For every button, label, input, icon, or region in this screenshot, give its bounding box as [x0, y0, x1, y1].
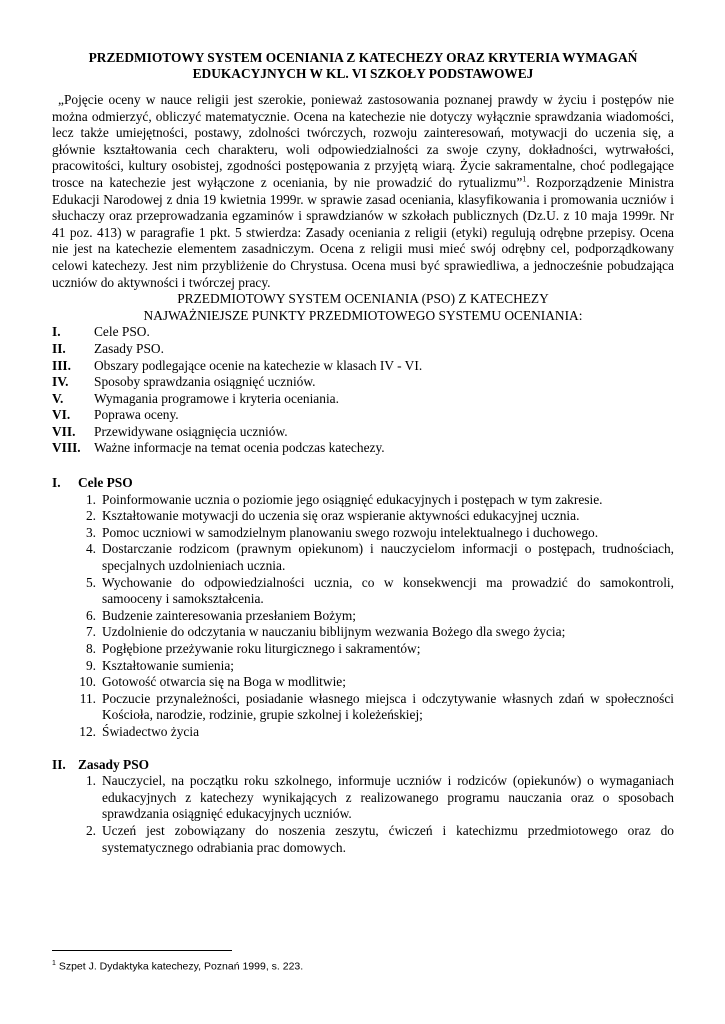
list-item-text: Pomoc uczniowi w samodzielnym planowaniu swego rozwoju intelektualnego i duchowego.: [102, 524, 599, 540]
document-page: [52, 50, 674, 856]
list-item-text: Nauczyciel, na początku roku szkolnego, informuje uczniów i rodziców (opiekunów) o wymaganiach edukacyjnych z katechezy wynikających z realizowanego programu nauczania oraz o sposobach sprawdzania osiągnięć edukacyjnych uczniów.: [102, 773, 674, 822]
list-item-number: 10.: [79, 674, 96, 690]
list-item: [52, 541, 674, 574]
toc-item-number: IV.: [52, 374, 69, 390]
list-item: [52, 691, 674, 724]
list-item: [52, 525, 674, 542]
footnote-divider: [52, 950, 232, 951]
list-item-number: 9.: [85, 657, 96, 673]
pso-subheading: NAJWAŻNIEJSZE PUNKTY PRZEDMIOTOWEGO SYSTEMU OCENIANIA:: [143, 307, 583, 323]
section-2-heading: [52, 757, 674, 774]
list-item-number: 5.: [85, 574, 96, 590]
list-item-text: Kształtowanie sumienia;: [102, 657, 235, 673]
list-item: [52, 608, 674, 625]
document-title: [52, 50, 674, 82]
list-item: [52, 508, 674, 525]
toc-item-text: Poprawa oceny.: [94, 407, 179, 423]
toc-list: [52, 324, 674, 457]
toc-item-text: Przewidywane osiągnięcia uczniów.: [94, 423, 288, 439]
title-line-1: PRZEDMIOTOWY SYSTEM OCENIANIA Z KATECHEZY ORAZ KRYTERIA WYMAGAŃ: [88, 50, 638, 65]
footnote-mark: 1: [52, 960, 56, 967]
list-item: [52, 492, 674, 509]
list-item-text: Uzdolnienie do odczytania w nauczaniu biblijnym wezwania Bożego dla swego życia;: [102, 624, 566, 640]
list-item-text: Poczucie przynależności, posiadanie własnego miejsca i odczytywanie własnych zdań w społeczności Kościoła, narodzie, rodzinie, grupie szkolnej i koleżeńskiej;: [102, 690, 674, 723]
toc-item: [52, 324, 674, 341]
footnote-text: Szpet J. Dydaktyka katechezy, Poznań 1999, s. 223.: [55, 960, 304, 973]
list-item: [52, 624, 674, 641]
toc-item-number: I.: [52, 324, 61, 340]
list-item-number: 1.: [85, 773, 96, 789]
section-1-heading: [52, 475, 674, 492]
list-item-text: Wychowanie do odpowiedzialności ucznia, co w konsekwencji ma prowadzić do samokontroli, samooceny i samokształcenia.: [102, 574, 674, 607]
toc-item-number: II.: [52, 340, 66, 356]
list-item: [52, 658, 674, 675]
section-2-title: Zasady PSO: [78, 756, 150, 772]
list-item: [52, 641, 674, 658]
toc-item-number: V.: [52, 390, 64, 406]
toc-item: [52, 391, 674, 408]
intro-paragraph: [52, 92, 674, 291]
toc-item-number: VIII.: [52, 440, 81, 456]
list-item-number: 12.: [79, 723, 96, 739]
section-2-number: II.: [52, 756, 66, 772]
list-item: [52, 575, 674, 608]
toc-item: [52, 374, 674, 391]
intro-quote: „Pojęcie oceny w nauce religii jest szerokie, ponieważ zastosowania poznanej prawdy w życiu i postępów nie można odmierzyć, obliczyć matematycznie. Ocena na katechezie nie dotyczy wyłącznie sprawdzania wiadomości, lecz także umiejętności, postawy, zdolności twórczych, rozwoju zainteresowań, motywacji do uczenia się, a głównie kształtowania cech charakteru, woli odpowiedzialności za swoje czyny, dokładności, wytrwałości, pracowitości, kultury osobistej, zgodności postępowania z przyjętą wiarą. Życie sakramentalne, choć podlegające trosce na katechezie jest wyłączone z oceniania, by nie prowadzić do rytualizmu”: [52, 92, 674, 190]
toc-item-number: III.: [52, 357, 71, 373]
section-2-list: [52, 773, 674, 856]
list-item: [52, 823, 674, 856]
list-item-text: Budzenie zainteresowania przesłaniem Bożym;: [102, 607, 356, 623]
footnote: [52, 957, 303, 974]
footnote-reference[interactable]: 1: [522, 174, 527, 184]
toc-item: [52, 440, 674, 457]
section-1-title: Cele PSO: [78, 475, 133, 491]
list-item-text: Gotowość otwarcia się na Boga w modlitwie;: [102, 674, 346, 690]
toc-item-text: Cele PSO.: [94, 324, 150, 340]
list-item-number: 11.: [79, 690, 96, 706]
list-item-text: Świadectwo życia: [102, 723, 200, 739]
section-1-number: I.: [52, 475, 61, 491]
toc-item: [52, 358, 674, 375]
toc-item-number: VI.: [52, 407, 71, 423]
toc-item-number: VII.: [52, 423, 76, 439]
intro-rest: . Rozporządzenie Ministra Edukacji Narodowej z dnia 19 kwietnia 1999r. w sprawie zasad oceniania, klasyfikowania i promowania uczniów i słuchaczy oraz przeprowadzania egzaminów i sprawdzianów w szkołach publicznych (Dz.U. z 10 maja 1999r. Nr 41 poz. 413) w paragrafie 1 pkt. 5 stwierdza: Zasady oceniania z religii (etyki) regulują odrębne przepisy. Ocena nie jest na katechezie elementem zasadniczym. Ocena z religii musi mieć swój odrębny cel, podporządkowany celowi katechezy. Jest nim przybliżenie do Chrystusa. Ocena musi być sprawiedliwa, a jednocześnie pobudzająca uczniów do aktywności i twórczej pracy.: [52, 174, 674, 290]
list-item-number: 7.: [85, 624, 96, 640]
toc-item: [52, 424, 674, 441]
toc-item: [52, 341, 674, 358]
list-item-text: Uczeń jest zobowiązany do noszenia zeszytu, ćwiczeń i katechizmu przedmiotowego oraz do systematycznego odrabiania prac domowych.: [102, 822, 674, 855]
toc-item-text: Ważne informacje na temat ocenia podczas katechezy.: [94, 440, 385, 456]
section-1-list: [52, 492, 674, 741]
list-item: [52, 674, 674, 691]
list-item-number: 3.: [85, 524, 96, 540]
list-item: [52, 724, 674, 741]
list-item-number: 4.: [85, 541, 96, 557]
list-item-text: Poinformowanie ucznia o poziomie jego osiągnięć edukacyjnych i postępach w tym zakresie.: [102, 491, 603, 507]
toc-item-text: Zasady PSO.: [94, 340, 164, 356]
list-item: [52, 773, 674, 823]
list-item-number: 2.: [85, 508, 96, 524]
toc-item: [52, 407, 674, 424]
title-line-2: EDUKACYJNYCH W KL. VI SZKOŁY PODSTAWOWEJ: [192, 66, 534, 81]
toc-item-text: Obszary podlegające ocenie na katechezie w klasach IV - VI.: [94, 357, 423, 373]
list-item-number: 1.: [85, 491, 96, 507]
list-item-text: Pogłębione przeżywanie roku liturgicznego i sakramentów;: [102, 641, 421, 656]
toc-item-text: Wymagania programowe i kryteria oceniania.: [94, 390, 339, 406]
pso-heading: PRZEDMIOTOWY SYSTEM OCENIANIA (PSO) Z KATECHEZY: [177, 291, 549, 307]
list-item-number: 2.: [85, 822, 96, 838]
list-item-text: Kształtowanie motywacji do uczenia się oraz wspieranie aktywności edukacyjnej ucznia.: [102, 508, 580, 524]
toc-item-text: Sposoby sprawdzania osiągnięć uczniów.: [94, 374, 316, 390]
list-item-number: 8.: [85, 641, 96, 656]
list-item-text: Dostarczanie rodzicom (prawnym opiekunom) i nauczycielom informacji o postępach, trudnościach, specjalnych uzdolnieniach ucznia.: [102, 541, 674, 574]
list-item-number: 6.: [85, 607, 96, 623]
